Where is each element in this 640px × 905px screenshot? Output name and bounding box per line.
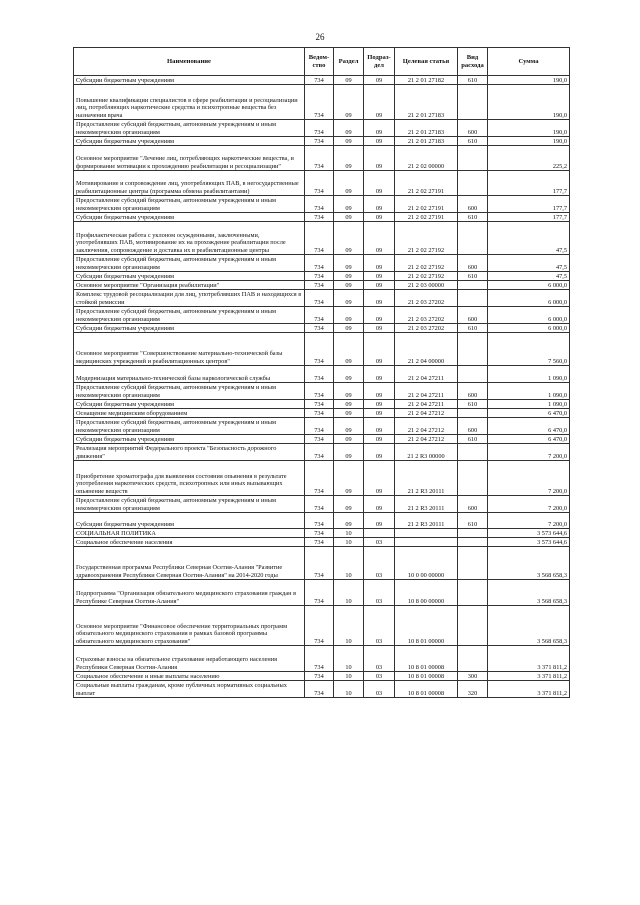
cell-name: Мотивирование и сопровождение лиц, употребляющих ПАВ, в негосударственные реабилитационные центры (программа обмена реабилитантами)	[74, 171, 305, 196]
cell-department: 734	[305, 461, 334, 496]
cell-sum: 3 573 644,6	[488, 538, 570, 547]
cell-name: Основное мероприятие "Совершенствование материально-технической базы медицинских учреждений и реабилитационных центров"	[74, 333, 305, 366]
cell-target-article: 10 8 01 00000	[395, 606, 458, 646]
cell-expense-type	[458, 222, 488, 255]
cell-department: 734	[305, 222, 334, 255]
page-number: 26	[315, 32, 325, 42]
cell-section: 09	[334, 461, 364, 496]
cell-name: СОЦИАЛЬНАЯ ПОЛИТИКА	[74, 529, 305, 538]
cell-department: 734	[305, 646, 334, 672]
cell-expense-type: 610	[458, 513, 488, 529]
cell-expense-type	[458, 85, 488, 120]
cell-department: 734	[305, 281, 334, 290]
table-row	[74, 409, 570, 418]
cell-subsection: 09	[364, 171, 395, 196]
cell-sum: 6 000,0	[488, 290, 570, 307]
cell-target-article: 21 2 03 27202	[395, 307, 458, 324]
table-row	[74, 444, 570, 461]
cell-expense-type	[458, 444, 488, 461]
table-row	[74, 120, 570, 137]
cell-sum: 7 200,0	[488, 496, 570, 513]
cell-name: Субсидии бюджетным учреждениям	[74, 213, 305, 222]
cell-section: 09	[334, 146, 364, 171]
cell-sum: 6 470,0	[488, 435, 570, 444]
cell-name: Реализация мероприятий Федерального проекта "Безопасность дорожного движения"	[74, 444, 305, 461]
table-row	[74, 435, 570, 444]
cell-target-article: 10 8 01 00008	[395, 672, 458, 681]
cell-section: 09	[334, 333, 364, 366]
cell-target-article: 21 2 R3 20111	[395, 496, 458, 513]
cell-subsection: 09	[364, 496, 395, 513]
cell-sum: 3 568 658,3	[488, 547, 570, 580]
cell-name: Социальное обеспечение населения	[74, 538, 305, 547]
table-row	[74, 213, 570, 222]
cell-target-article	[395, 538, 458, 547]
cell-target-article: 10 8 00 00000	[395, 580, 458, 606]
cell-name: Основное мероприятие "Организация реабилитации"	[74, 281, 305, 290]
cell-subsection: 09	[364, 461, 395, 496]
cell-target-article: 21 2 02 27191	[395, 196, 458, 213]
cell-name: Государственная программа Республики Северная Осетия-Алания "Развитие здравоохранения Республики Северная Осетия-Алания" на 2014-2020 годы	[74, 547, 305, 580]
cell-target-article: 21 2 R3 00000	[395, 444, 458, 461]
cell-section: 10	[334, 681, 364, 698]
cell-target-article: 21 2 02 27192	[395, 222, 458, 255]
cell-department: 734	[305, 538, 334, 547]
cell-target-article: 21 2 03 27202	[395, 290, 458, 307]
cell-subsection: 09	[364, 281, 395, 290]
cell-section: 10	[334, 672, 364, 681]
cell-section: 09	[334, 196, 364, 213]
cell-department: 734	[305, 307, 334, 324]
cell-section: 09	[334, 137, 364, 146]
cell-subsection: 09	[364, 272, 395, 281]
cell-target-article: 21 2 01 27182	[395, 76, 458, 85]
cell-sum: 7 560,0	[488, 333, 570, 366]
cell-sum: 47,5	[488, 255, 570, 272]
cell-target-article	[395, 529, 458, 538]
cell-section: 09	[334, 409, 364, 418]
cell-expense-type: 610	[458, 272, 488, 281]
cell-department: 734	[305, 171, 334, 196]
cell-department: 734	[305, 418, 334, 435]
cell-target-article: 21 2 02 27192	[395, 272, 458, 281]
cell-name: Приобретение хроматографа для выявления состояния опьянения в результате употребления наркотических средств, психотропных или иных вызывающих опьянение веществ	[74, 461, 305, 496]
cell-expense-type	[458, 409, 488, 418]
table-row	[74, 255, 570, 272]
cell-name: Предоставление субсидий бюджетным, автономным учреждениям и иным некоммерческим организациям	[74, 120, 305, 137]
table-row	[74, 281, 570, 290]
cell-expense-type: 600	[458, 307, 488, 324]
cell-sum: 190,0	[488, 76, 570, 85]
cell-department: 734	[305, 400, 334, 409]
cell-section: 09	[334, 307, 364, 324]
cell-target-article: 21 2 04 00000	[395, 333, 458, 366]
cell-subsection: 09	[364, 333, 395, 366]
cell-section: 10	[334, 529, 364, 538]
header-name: Наименование	[74, 48, 305, 76]
cell-name: Подпрограмма "Организация обязательного медицинского страхования граждан в Республике Северная Осетия-Алания"	[74, 580, 305, 606]
cell-subsection: 03	[364, 672, 395, 681]
cell-sum: 6 000,0	[488, 281, 570, 290]
cell-name: Социальное обеспечение и иные выплаты населению	[74, 672, 305, 681]
cell-department: 734	[305, 196, 334, 213]
cell-expense-type: 600	[458, 383, 488, 400]
cell-subsection	[364, 529, 395, 538]
cell-target-article: 21 2 01 27183	[395, 120, 458, 137]
cell-department: 734	[305, 606, 334, 646]
cell-subsection: 03	[364, 646, 395, 672]
table-row	[74, 418, 570, 435]
cell-expense-type: 610	[458, 76, 488, 85]
cell-expense-type	[458, 461, 488, 496]
cell-name: Социальные выплаты гражданам, кроме публичных нормативных социальных выплат	[74, 681, 305, 698]
cell-expense-type: 300	[458, 672, 488, 681]
cell-target-article: 10 8 01 00008	[395, 681, 458, 698]
header-sum: Сумма	[488, 48, 570, 76]
cell-section: 09	[334, 324, 364, 333]
cell-sum: 6 470,0	[488, 409, 570, 418]
cell-department: 734	[305, 444, 334, 461]
cell-section: 10	[334, 580, 364, 606]
cell-subsection: 09	[364, 255, 395, 272]
cell-target-article: 10 8 01 00008	[395, 646, 458, 672]
table-row	[74, 547, 570, 580]
cell-section: 09	[334, 255, 364, 272]
cell-target-article: 21 2 02 27191	[395, 171, 458, 196]
cell-expense-type: 600	[458, 120, 488, 137]
cell-sum: 190,0	[488, 137, 570, 146]
cell-section: 09	[334, 290, 364, 307]
cell-section: 09	[334, 222, 364, 255]
cell-subsection: 09	[364, 146, 395, 171]
cell-department: 734	[305, 409, 334, 418]
cell-department: 734	[305, 529, 334, 538]
cell-subsection: 09	[364, 137, 395, 146]
cell-department: 734	[305, 513, 334, 529]
cell-name: Предоставление субсидий бюджетным, автономным учреждениям и иным некоммерческим организациям	[74, 496, 305, 513]
cell-subsection: 03	[364, 547, 395, 580]
cell-sum: 3 573 644,6	[488, 529, 570, 538]
cell-department: 734	[305, 290, 334, 307]
cell-section: 10	[334, 538, 364, 547]
table-row	[74, 461, 570, 496]
cell-department: 734	[305, 255, 334, 272]
cell-expense-type	[458, 290, 488, 307]
cell-section: 09	[334, 85, 364, 120]
cell-subsection: 09	[364, 435, 395, 444]
cell-target-article: 21 2 02 00000	[395, 146, 458, 171]
table-row	[74, 538, 570, 547]
cell-expense-type: 600	[458, 496, 488, 513]
cell-department: 734	[305, 580, 334, 606]
cell-sum: 1 090,0	[488, 366, 570, 383]
header-target-article: Целевая статья	[395, 48, 458, 76]
cell-section: 09	[334, 281, 364, 290]
cell-target-article: 21 2 04 27212	[395, 418, 458, 435]
cell-subsection: 09	[364, 76, 395, 85]
cell-sum: 1 090,0	[488, 400, 570, 409]
table-row	[74, 324, 570, 333]
cell-subsection: 03	[364, 580, 395, 606]
cell-target-article: 21 2 02 27192	[395, 255, 458, 272]
cell-department: 734	[305, 547, 334, 580]
header-expense-type: Вид расхода	[458, 48, 488, 76]
cell-sum: 190,0	[488, 120, 570, 137]
cell-sum: 7 200,0	[488, 461, 570, 496]
cell-name: Субсидии бюджетным учреждениям	[74, 324, 305, 333]
cell-expense-type	[458, 547, 488, 580]
cell-name: Субсидии бюджетным учреждениям	[74, 400, 305, 409]
cell-sum: 7 200,0	[488, 444, 570, 461]
cell-subsection: 03	[364, 606, 395, 646]
table-row	[74, 672, 570, 681]
cell-name: Предоставление субсидий бюджетным, автономным учреждениям и иным некоммерческим организациям	[74, 255, 305, 272]
table-row	[74, 307, 570, 324]
cell-department: 734	[305, 137, 334, 146]
cell-subsection: 03	[364, 681, 395, 698]
cell-name: Субсидии бюджетным учреждениям	[74, 137, 305, 146]
cell-name: Субсидии бюджетным учреждениям	[74, 272, 305, 281]
cell-sum: 177,7	[488, 171, 570, 196]
cell-sum: 3 568 658,3	[488, 606, 570, 646]
cell-name: Предоставление субсидий бюджетным, автономным учреждениям и иным некоммерческим организациям	[74, 383, 305, 400]
cell-subsection: 09	[364, 444, 395, 461]
cell-target-article: 21 2 04 27211	[395, 383, 458, 400]
cell-name: Оснащение медицинским оборудованием	[74, 409, 305, 418]
table-body	[74, 76, 570, 698]
cell-subsection: 09	[364, 222, 395, 255]
cell-sum: 3 371 811,2	[488, 681, 570, 698]
cell-name: Комплекс трудовой ресоциализации для лиц, употреблявших ПАВ и находящихся в стойкой ремиссии	[74, 290, 305, 307]
cell-subsection: 09	[364, 418, 395, 435]
cell-department: 734	[305, 213, 334, 222]
cell-subsection: 09	[364, 213, 395, 222]
table-row	[74, 76, 570, 85]
cell-section: 09	[334, 272, 364, 281]
cell-expense-type: 610	[458, 400, 488, 409]
cell-sum: 190,0	[488, 85, 570, 120]
cell-target-article: 21 2 03 00000	[395, 281, 458, 290]
cell-department: 734	[305, 333, 334, 366]
cell-name: Основное мероприятие "Лечение лиц, потребляющих наркотические вещества, и формирование мотивации к прохождению реабилитации и ресоциализации"	[74, 146, 305, 171]
cell-section: 10	[334, 547, 364, 580]
cell-sum: 3 371 811,2	[488, 646, 570, 672]
cell-sum: 6 000,0	[488, 307, 570, 324]
cell-department: 734	[305, 85, 334, 120]
cell-section: 09	[334, 444, 364, 461]
cell-department: 734	[305, 366, 334, 383]
cell-target-article: 21 2 04 27212	[395, 435, 458, 444]
table-row	[74, 196, 570, 213]
cell-expense-type: 600	[458, 255, 488, 272]
cell-sum: 225,2	[488, 146, 570, 171]
cell-name: Повышение квалификации специалистов в сфере реабилитации и ресоциализации лиц, потребляющих наркотические средства и психотропные вещества без назначения врача	[74, 85, 305, 120]
cell-expense-type	[458, 281, 488, 290]
cell-subsection: 09	[364, 513, 395, 529]
cell-expense-type	[458, 333, 488, 366]
cell-subsection: 09	[364, 85, 395, 120]
table-row	[74, 333, 570, 366]
cell-section: 09	[334, 496, 364, 513]
cell-name: Предоставление субсидий бюджетным, автономным учреждениям и иным некоммерческим организациям	[74, 418, 305, 435]
cell-expense-type	[458, 580, 488, 606]
cell-department: 734	[305, 324, 334, 333]
cell-sum: 177,7	[488, 196, 570, 213]
table-row	[74, 146, 570, 171]
cell-sum: 3 371 811,2	[488, 672, 570, 681]
header-ved: Ведом-ство	[305, 48, 334, 76]
cell-department: 734	[305, 672, 334, 681]
table-row	[74, 646, 570, 672]
table-header-row	[74, 48, 570, 76]
cell-target-article: 21 2 04 27212	[395, 409, 458, 418]
cell-name: Предоставление субсидий бюджетным, автономным учреждениям и иным некоммерческим организациям	[74, 307, 305, 324]
cell-expense-type	[458, 606, 488, 646]
table-row	[74, 272, 570, 281]
table-row	[74, 171, 570, 196]
cell-subsection: 09	[364, 196, 395, 213]
cell-subsection: 09	[364, 290, 395, 307]
table-row	[74, 383, 570, 400]
cell-target-article: 21 2 01 27183	[395, 85, 458, 120]
cell-sum: 3 568 658,3	[488, 580, 570, 606]
cell-target-article: 21 2 03 27202	[395, 324, 458, 333]
cell-sum: 6 000,0	[488, 324, 570, 333]
cell-department: 734	[305, 120, 334, 137]
cell-expense-type	[458, 146, 488, 171]
cell-subsection: 09	[364, 409, 395, 418]
cell-department: 734	[305, 76, 334, 85]
cell-section: 09	[334, 171, 364, 196]
cell-subsection: 09	[364, 383, 395, 400]
cell-expense-type	[458, 538, 488, 547]
cell-target-article: 21 2 04 27211	[395, 400, 458, 409]
cell-target-article: 21 2 04 27211	[395, 366, 458, 383]
table-row	[74, 290, 570, 307]
cell-section: 09	[334, 120, 364, 137]
cell-department: 734	[305, 435, 334, 444]
cell-subsection: 09	[364, 307, 395, 324]
cell-section: 09	[334, 213, 364, 222]
cell-section: 10	[334, 646, 364, 672]
cell-sum: 47,5	[488, 272, 570, 281]
cell-department: 734	[305, 383, 334, 400]
cell-name: Модернизация материально-технической базы наркологической службы	[74, 366, 305, 383]
cell-department: 734	[305, 681, 334, 698]
budget-table	[73, 47, 570, 698]
cell-section: 09	[334, 383, 364, 400]
table-row	[74, 513, 570, 529]
cell-target-article: 21 2 R3 20111	[395, 461, 458, 496]
cell-expense-type	[458, 529, 488, 538]
cell-department: 734	[305, 146, 334, 171]
cell-name: Страховые взносы на обязательное страхование неработающего населения Республики Северная Осетия-Алания	[74, 646, 305, 672]
cell-subsection: 09	[364, 400, 395, 409]
cell-name: Субсидии бюджетным учреждениям	[74, 76, 305, 85]
cell-section: 10	[334, 606, 364, 646]
cell-expense-type: 610	[458, 213, 488, 222]
cell-section: 09	[334, 400, 364, 409]
cell-subsection: 09	[364, 324, 395, 333]
cell-target-article: 21 2 01 27183	[395, 137, 458, 146]
cell-department: 734	[305, 496, 334, 513]
table-row	[74, 606, 570, 646]
table-row	[74, 496, 570, 513]
table-row	[74, 681, 570, 698]
cell-expense-type: 610	[458, 435, 488, 444]
cell-subsection: 03	[364, 538, 395, 547]
table-row	[74, 85, 570, 120]
cell-name: Основное мероприятие "Финансовое обеспечение территориальных программ обязательного медицинского страхования в рамках базовой программы обязательного медицинского страхования"	[74, 606, 305, 646]
cell-subsection: 09	[364, 120, 395, 137]
header-razdel: Раздел	[334, 48, 364, 76]
cell-sum: 6 470,0	[488, 418, 570, 435]
cell-expense-type	[458, 646, 488, 672]
cell-name: Субсидии бюджетным учреждениям	[74, 435, 305, 444]
header-podrazdel: Подраз-дел	[364, 48, 395, 76]
cell-expense-type: 600	[458, 418, 488, 435]
table-row	[74, 400, 570, 409]
cell-name: Предоставление субсидий бюджетным, автономным учреждениям и иным некоммерческим организациям	[74, 196, 305, 213]
cell-sum: 47,5	[488, 222, 570, 255]
table-row	[74, 366, 570, 383]
table-row	[74, 222, 570, 255]
cell-sum: 177,7	[488, 213, 570, 222]
table-row	[74, 580, 570, 606]
cell-section: 09	[334, 435, 364, 444]
cell-name: Профилактическая работа с уклоном осужденными, заключенными, употреблявших ПАВ, мотивирование их на прохождение реабилитации после заключения, сопровождение и доставка их в реабилитационные центры	[74, 222, 305, 255]
cell-section: 09	[334, 418, 364, 435]
cell-section: 09	[334, 513, 364, 529]
cell-expense-type: 600	[458, 196, 488, 213]
cell-sum: 1 090,0	[488, 383, 570, 400]
cell-expense-type	[458, 366, 488, 383]
table-row	[74, 529, 570, 538]
cell-target-article: 21 2 R3 20111	[395, 513, 458, 529]
cell-expense-type: 610	[458, 324, 488, 333]
cell-target-article: 21 2 02 27191	[395, 213, 458, 222]
cell-name: Субсидии бюджетным учреждениям	[74, 513, 305, 529]
cell-target-article: 10 0 00 00000	[395, 547, 458, 580]
cell-sum: 7 200,0	[488, 513, 570, 529]
table-row	[74, 137, 570, 146]
cell-department: 734	[305, 272, 334, 281]
cell-expense-type	[458, 171, 488, 196]
cell-expense-type: 610	[458, 137, 488, 146]
cell-subsection: 09	[364, 366, 395, 383]
cell-section: 09	[334, 366, 364, 383]
cell-section: 09	[334, 76, 364, 85]
cell-expense-type: 320	[458, 681, 488, 698]
